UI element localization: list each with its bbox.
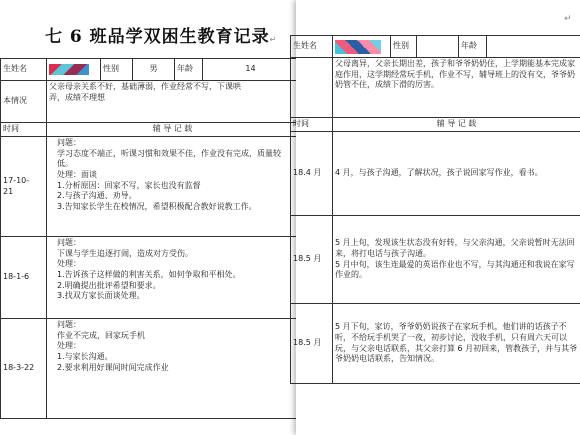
situation-label: [291, 58, 333, 118]
gender-value: [417, 36, 459, 58]
record-row: [291, 132, 580, 216]
student-name-value: [47, 59, 101, 81]
age-value: [487, 36, 580, 58]
gender-label: 性别: [101, 59, 133, 81]
record-row: [1, 137, 299, 237]
gender-value: 男: [133, 59, 175, 81]
record-date: 18-1-6: [3, 272, 30, 282]
record-header-row: [291, 118, 580, 132]
situation-text: 父亲母亲关系不好，基础薄弱，作业经常不写，下课哄 弄，成绩不理想: [49, 82, 241, 102]
record-column-header: 辅 导 记 载: [333, 118, 580, 132]
record-row: [291, 304, 580, 384]
record-text: 问题： 学习态度不端正，听课习惯和效果不佳，作业没有完成，质量较低。 处理：面谈 1.分析原因：回家不写，家长也没有监督 2.与孩子沟通、劝导。 3.告知家长学生在校情况，希望积极配合教好说教工作。: [57, 138, 281, 211]
situation-row: [1, 81, 299, 123]
time-column-header: 时间: [1, 123, 47, 137]
student-info-row: [1, 59, 299, 81]
right-record-table: [290, 35, 580, 384]
student-name-label: 生姓名: [291, 36, 333, 58]
situation-row: [291, 58, 580, 118]
student-name-label: 生姓名: [1, 59, 47, 81]
age-label: 年龄: [459, 36, 487, 58]
record-text: 问题： 下课与学生追逐打闹，造成对方受伤。 处理： 1.告诉孩子这样做的利害关系，如何争取和平相处。 2.明确提出批评希望和要求。 3.找双方家长面谈处理。: [57, 238, 241, 301]
redacted-name-mosaic: [49, 64, 89, 75]
record-text: 问题： 作业不完成，回家玩手机 处理： 1.与家长沟通。 2.要求利用好课间时间完成作业: [57, 320, 169, 372]
record-text: 4 月，与孩子沟通，了解状况，孩子说回家写作业，看书。: [335, 168, 543, 178]
left-record-table: [0, 58, 299, 419]
record-date: 18-3-22: [3, 363, 35, 373]
record-row: [291, 216, 580, 304]
paragraph-mark-icon: ↵: [269, 35, 278, 44]
redacted-name-mosaic: [335, 40, 381, 54]
record-column-header: 辅 导 记 载: [47, 123, 299, 137]
document-title: 七 6 班品学双困生教育记录↵: [45, 27, 278, 47]
record-date: 17-10- 21: [3, 175, 30, 196]
record-date: 18.4 月: [293, 168, 322, 178]
record-header-row: [1, 123, 299, 137]
gender-label: 性别: [391, 36, 417, 58]
record-text: 5 月上旬，发现该生状态没有好转，与父亲沟通，父亲说暂时无法回来，将打电话与孩子沟通。 5 月中旬，该生连最爱的英语作业也不写，与其沟通还和我说在家写作业的。: [335, 238, 575, 280]
record-row: [1, 319, 299, 419]
situation-text: 父母离异，父亲长期出差，孩子和爷爷奶奶住，上学期能基本完成家庭作用，这学期经常玩手机，作业不写，辅导班上的没有交，爷爷奶奶管不住，成绩下滑的厉害。: [335, 59, 575, 90]
record-text: 5 月下旬，家访，爷爷奶奶说孩子在家玩手机，他们讲的话孩子不听，不给玩手机哭了一夜，初步讨论，没收手机，只有周六天可以玩，与父亲电话联系，其父亲打算 6 月初回来，管教孩子，并与其爷爷奶奶电话联系，告知情况。: [335, 322, 578, 364]
paragraph-mark-icon: ↵: [564, 14, 572, 24]
situation-label: 本情况: [1, 81, 47, 123]
record-date: 18.5 月: [293, 254, 322, 264]
age-label: 年龄: [175, 59, 203, 81]
record-date: 18.5 月: [293, 338, 322, 348]
student-info-row: [291, 36, 580, 58]
time-column-header: 时间: [291, 118, 333, 132]
student-name-value: [333, 36, 391, 58]
record-row: [1, 237, 299, 319]
age-value: 14: [203, 59, 299, 81]
